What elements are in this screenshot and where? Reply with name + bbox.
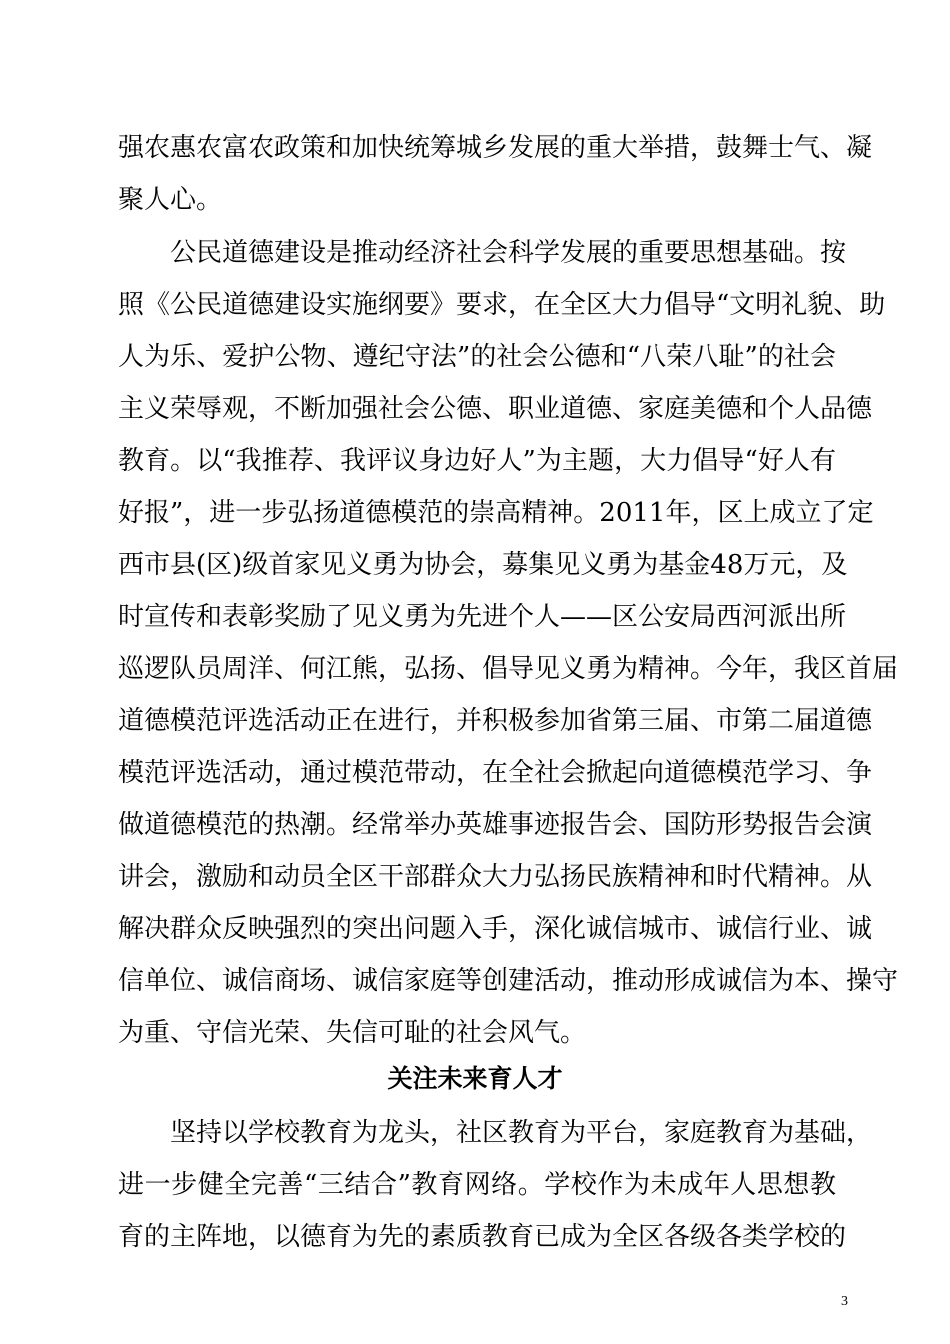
paragraph-line: 西市县(区)级首家见义勇为协会，募集见义勇为基金48万元，及 <box>118 550 848 580</box>
paragraph-line: 模范评选活动，通过模范带动，在全社会掀起向道德模范学习、争 <box>118 758 873 788</box>
paragraph-line: 强农惠农富农政策和加快统筹城乡发展的重大举措，鼓舞士气、凝 <box>118 133 873 163</box>
paragraph-line: 信单位、诚信商场、诚信家庭等创建活动，推动形成诚信为本、操守 <box>118 966 899 996</box>
paragraph-line: 讲会，激励和动员全区干部群众大力弘扬民族精神和时代精神。从 <box>118 862 873 892</box>
paragraph-line: 好报”，进一步弘扬道德模范的崇高精神。2011年，区上成立了定 <box>118 498 874 528</box>
paragraph-line: 进一步健全完善“三结合”教育网络。学校作为未成年人思想教 <box>118 1170 836 1200</box>
paragraph-line: 道德模范评选活动正在进行，并积极参加省第三届、市第二届道德 <box>118 706 873 736</box>
paragraph-line: 聚人心。 <box>118 185 223 215</box>
paragraph-line: 时宣传和表彰奖励了见义勇为先进个人——区公安局西河派出所 <box>118 602 847 632</box>
page-number: 3 <box>841 1294 848 1309</box>
paragraph-line: 解决群众反映强烈的突出问题入手，深化诚信城市、诚信行业、诚 <box>118 914 873 944</box>
paragraph-line: 育的主阵地，以德育为先的素质教育已成为全区各级各类学校的 <box>118 1222 847 1252</box>
paragraph-line: 做道德模范的热潮。经常举办英雄事迹报告会、国防形势报告会演 <box>118 810 873 840</box>
paragraph-line: 公民道德建设是推动经济社会科学发展的重要思想基础。按 <box>170 238 847 268</box>
paragraph-line: 照《公民道德建设实施纲要》要求，在全区大力倡导“文明礼貌、助 <box>118 290 886 320</box>
paragraph-line: 教育。以“我推荐、我评议身边好人”为主题，大力倡导“好人有 <box>118 446 836 476</box>
paragraph-line: 巡逻队员周洋、何江熊，弘扬、倡导见义勇为精神。今年，我区首届 <box>118 654 899 684</box>
paragraph-line: 为重、守信光荣、失信可耻的社会风气。 <box>118 1018 587 1048</box>
paragraph-line: 主义荣辱观，不断加强社会公德、职业道德、家庭美德和个人品德 <box>118 394 873 424</box>
paragraph-line: 人为乐、爱护公物、遵纪守法”的社会公德和“八荣八耻”的社会 <box>118 342 836 372</box>
paragraph-line: 坚持以学校教育为龙头，社区教育为平台，家庭教育为基础， <box>170 1118 873 1148</box>
section-heading: 关注未来育人才 <box>387 1064 563 1093</box>
